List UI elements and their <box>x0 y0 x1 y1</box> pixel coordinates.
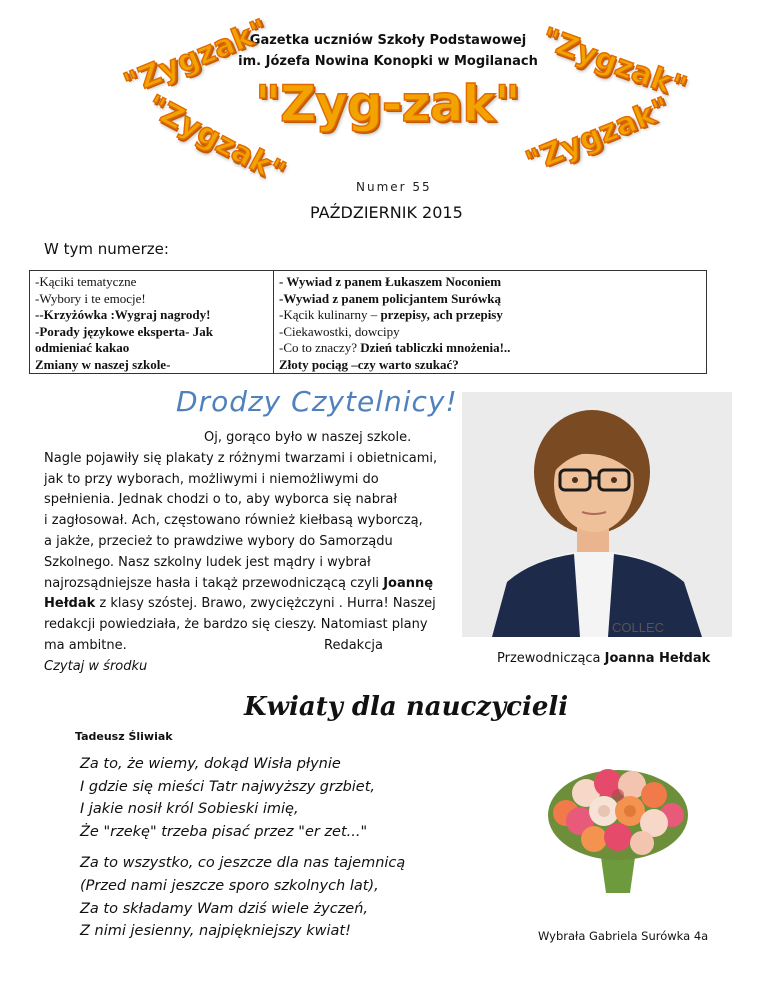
editorial-signature: Redakcja <box>324 637 383 653</box>
poem-line: I jakie nosił król Sobieski imię, <box>80 801 299 818</box>
bouquet-illustration <box>538 755 698 895</box>
editorial-line: jak to przy wyborach, możliwymi i niemożliwymi do <box>44 471 379 487</box>
contents-item: -Kąciki tematyczne <box>35 274 137 289</box>
editorial-line: redakcji powiedziała, że bardzo się cieszy. Natomiast plany <box>44 617 428 633</box>
contents-item: --Krzyżówka :Wygraj nagrody! <box>35 307 211 322</box>
contents-item-highlight: przepisy, ach przepisy <box>380 307 503 322</box>
contents-item-text: -Kącik kulinarny – <box>279 307 381 322</box>
contents-right-column <box>274 271 706 373</box>
poem-line: Z nimi jesienny, najpiękniejszy kwiat! <box>80 923 351 940</box>
poem-title: Kwiaty dla nauczycieli <box>244 692 569 722</box>
poem-line: I gdzie się mieści Tatr najwyższy grzbiet, <box>80 778 376 795</box>
editorial-line: Szkolnego. Nasz szkolny ludek jest mądry i wybrał <box>44 554 371 570</box>
shirt-print: COLLEC <box>612 620 665 635</box>
contents-item <box>279 340 701 357</box>
read-more-note: Czytaj w środku <box>44 658 148 674</box>
editorial-line-text: ma ambitne. <box>44 637 127 653</box>
contents-item: -Wywiad z panem policjantem Surówką <box>279 290 501 306</box>
contents-item: -Ciekawostki, dowcipy <box>279 323 400 339</box>
editorial-greeting: Drodzy Czytelnicy! <box>176 385 458 418</box>
issue-number: Numer 55 <box>356 180 432 194</box>
decor-title-top-left: "Zygzak" <box>118 12 273 103</box>
contents-table <box>29 270 707 374</box>
decor-title-bottom-left: "Zygzak" <box>140 88 292 191</box>
contents-item: odmieniać kakao <box>35 340 130 355</box>
editorial-line <box>44 574 464 595</box>
editorial-line: a jakże, przecież to prawdziwe wybory do Samorządu <box>44 533 393 549</box>
flower-bouquet-image <box>538 755 698 895</box>
photo-caption <box>497 651 710 666</box>
decor-title-top-right: "Zygzak" <box>536 21 692 106</box>
editorial-line: spełnienia. Jednak chodzi o to, aby wyborca się nabrał <box>44 492 398 508</box>
contents-item <box>279 307 701 324</box>
school-name-line1: Gazetka uczniów Szkoły Podstawowej <box>249 33 527 48</box>
poem-author: Tadeusz Śliwiak <box>75 730 173 743</box>
contents-heading: W tym numerze: <box>44 240 169 258</box>
contents-item: -Wybory i te emocje! <box>35 290 146 306</box>
contents-item: - Wywiad z panem Łukaszem Noconiem <box>279 274 502 289</box>
poem-line: Za to wszystko, co jeszcze dla nas tajemnicą <box>80 855 406 872</box>
contents-item-text: -Co to znaczy? <box>279 340 361 355</box>
editorial-line: i zagłosował. Ach, częstowano również kiełbasą wyborczą, <box>44 513 423 529</box>
poem-body <box>80 753 405 952</box>
editorial-line: Nagle pojawiły się plakaty z różnymi twarzami i obietnicami, <box>44 450 438 466</box>
decor-title-bottom-right: "Zygzak" <box>520 90 675 181</box>
editorial-text <box>44 428 464 678</box>
school-name <box>238 30 538 72</box>
contents-item-highlight: Dzień tabliczki mnożenia!.. <box>360 340 511 355</box>
editorial-line <box>44 594 464 615</box>
issue-date: PAŹDZIERNIK 2015 <box>310 203 463 222</box>
contents-item: -Porady językowe eksperta- Jak <box>35 323 213 339</box>
photo-caption-name: Joanna Hełdak <box>604 651 711 666</box>
poem-line: Że "rzekę" trzeba pisać przez "er zet..." <box>80 823 368 840</box>
president-name-first: Joannę <box>383 575 434 591</box>
contents-item: Złoty pociąg –czy warto szukać? <box>279 356 459 372</box>
editorial-line-text: najrozsądniejsze hasła i takąż przewodniczącą czyli <box>44 575 384 591</box>
school-name-line2: im. Józefa Nowina Konopki w Mogilanach <box>238 54 538 69</box>
poem-credit: Wybrała Gabriela Surówka 4a <box>538 929 709 943</box>
editorial-line <box>44 636 464 657</box>
editorial-line-text: z klasy szóstej. Brawo, zwyciężczyni . Hurra! Naszej <box>95 596 436 612</box>
portrait-illustration <box>462 392 732 637</box>
contents-left-column <box>30 271 274 373</box>
poem-line: (Przed nami jeszcze sporo szkolnych lat), <box>80 877 379 894</box>
poem-line: Za to, że wiemy, dokąd Wisła płynie <box>80 756 341 772</box>
photo-caption-prefix: Przewodnicząca <box>497 651 605 666</box>
president-photo <box>462 392 732 637</box>
contents-item: Zmiany w naszej szkole- <box>35 356 171 372</box>
poem-stanza <box>80 753 405 843</box>
editorial-line: Oj, gorąco było w naszej szkole. <box>204 430 412 445</box>
president-name-last: Hełdak <box>44 596 96 612</box>
newsletter-title: "Zyg-zak" <box>255 75 520 133</box>
poem-line: Za to składamy Wam dziś wiele życzeń, <box>80 900 369 917</box>
poem-stanza <box>80 852 405 942</box>
